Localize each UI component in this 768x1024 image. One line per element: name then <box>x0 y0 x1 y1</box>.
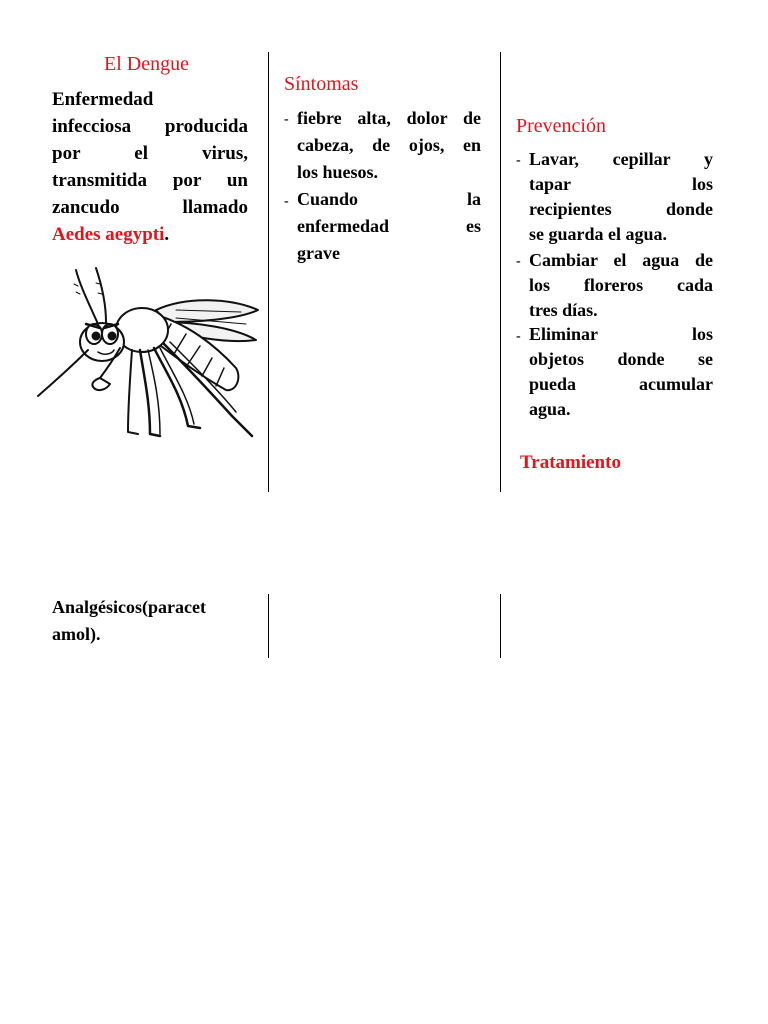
dengue-description <box>52 86 248 248</box>
symptom-2-line-3: grave <box>297 243 340 263</box>
bullet-marker: - <box>516 153 521 168</box>
column-divider-4 <box>500 594 501 658</box>
column-divider-2 <box>500 52 501 492</box>
prevention-3-line-1: Eliminar los <box>529 324 713 344</box>
treatment-text <box>52 594 252 648</box>
description-line-1: Enfermedad <box>52 89 154 110</box>
column-divider-3 <box>268 594 269 658</box>
description-line-3: por el virus, <box>52 143 248 164</box>
species-suffix: . <box>164 224 170 245</box>
treatment-title: Tratamiento <box>520 452 621 473</box>
prevention-item-1 <box>529 149 713 249</box>
description-line-2: infecciosa producida <box>52 116 248 137</box>
treatment-line-1: Analgésicos(paracet <box>52 597 206 617</box>
prevention-item-3 <box>529 324 713 424</box>
bullet-marker: - <box>516 329 521 344</box>
prevention-3-line-3: pueda acumular <box>529 374 713 394</box>
dengue-title: El Dengue <box>104 53 189 75</box>
symptom-2-line-1: Cuando la <box>297 189 481 209</box>
prevention-1-line-1: Lavar, cepillar y <box>529 149 713 169</box>
species-name: Aedes aegypti <box>52 224 165 245</box>
prevention-2-line-3: tres días. <box>529 300 598 320</box>
bullet-marker: - <box>284 194 289 209</box>
bullet-marker: - <box>284 112 289 127</box>
prevention-2-line-1: Cambiar el agua de <box>529 250 713 270</box>
prevention-1-line-4: se guarda el agua. <box>529 224 668 244</box>
treatment-line-2: amol). <box>52 624 101 644</box>
prevention-3-line-4: agua. <box>529 399 571 419</box>
prevention-2-line-2: los floreros cada <box>529 275 713 295</box>
mosquito-illustration-icon <box>36 266 262 442</box>
prevention-item-2 <box>529 250 713 325</box>
bullet-marker: - <box>516 254 521 269</box>
column-divider-1 <box>268 52 269 492</box>
prevention-1-line-3: recipientes donde <box>529 199 713 219</box>
symptom-item-2 <box>297 189 481 270</box>
symptom-1-line-1: fiebre alta, dolor de <box>297 108 481 128</box>
symptom-1-line-3: los huesos. <box>297 162 379 182</box>
symptoms-title: Síntomas <box>284 73 359 95</box>
symptom-item-1 <box>297 108 481 189</box>
description-line-5: zancudo llamado <box>52 197 248 218</box>
prevention-title: Prevención <box>516 115 606 137</box>
description-line-6 <box>52 221 248 248</box>
prevention-3-line-2: objetos donde se <box>529 349 713 369</box>
prevention-1-line-2: tapar los <box>529 174 713 194</box>
symptom-1-line-2: cabeza, de ojos, en <box>297 135 481 155</box>
description-line-4: transmitida por un <box>52 170 248 191</box>
symptom-2-line-2: enfermedad es <box>297 216 481 236</box>
